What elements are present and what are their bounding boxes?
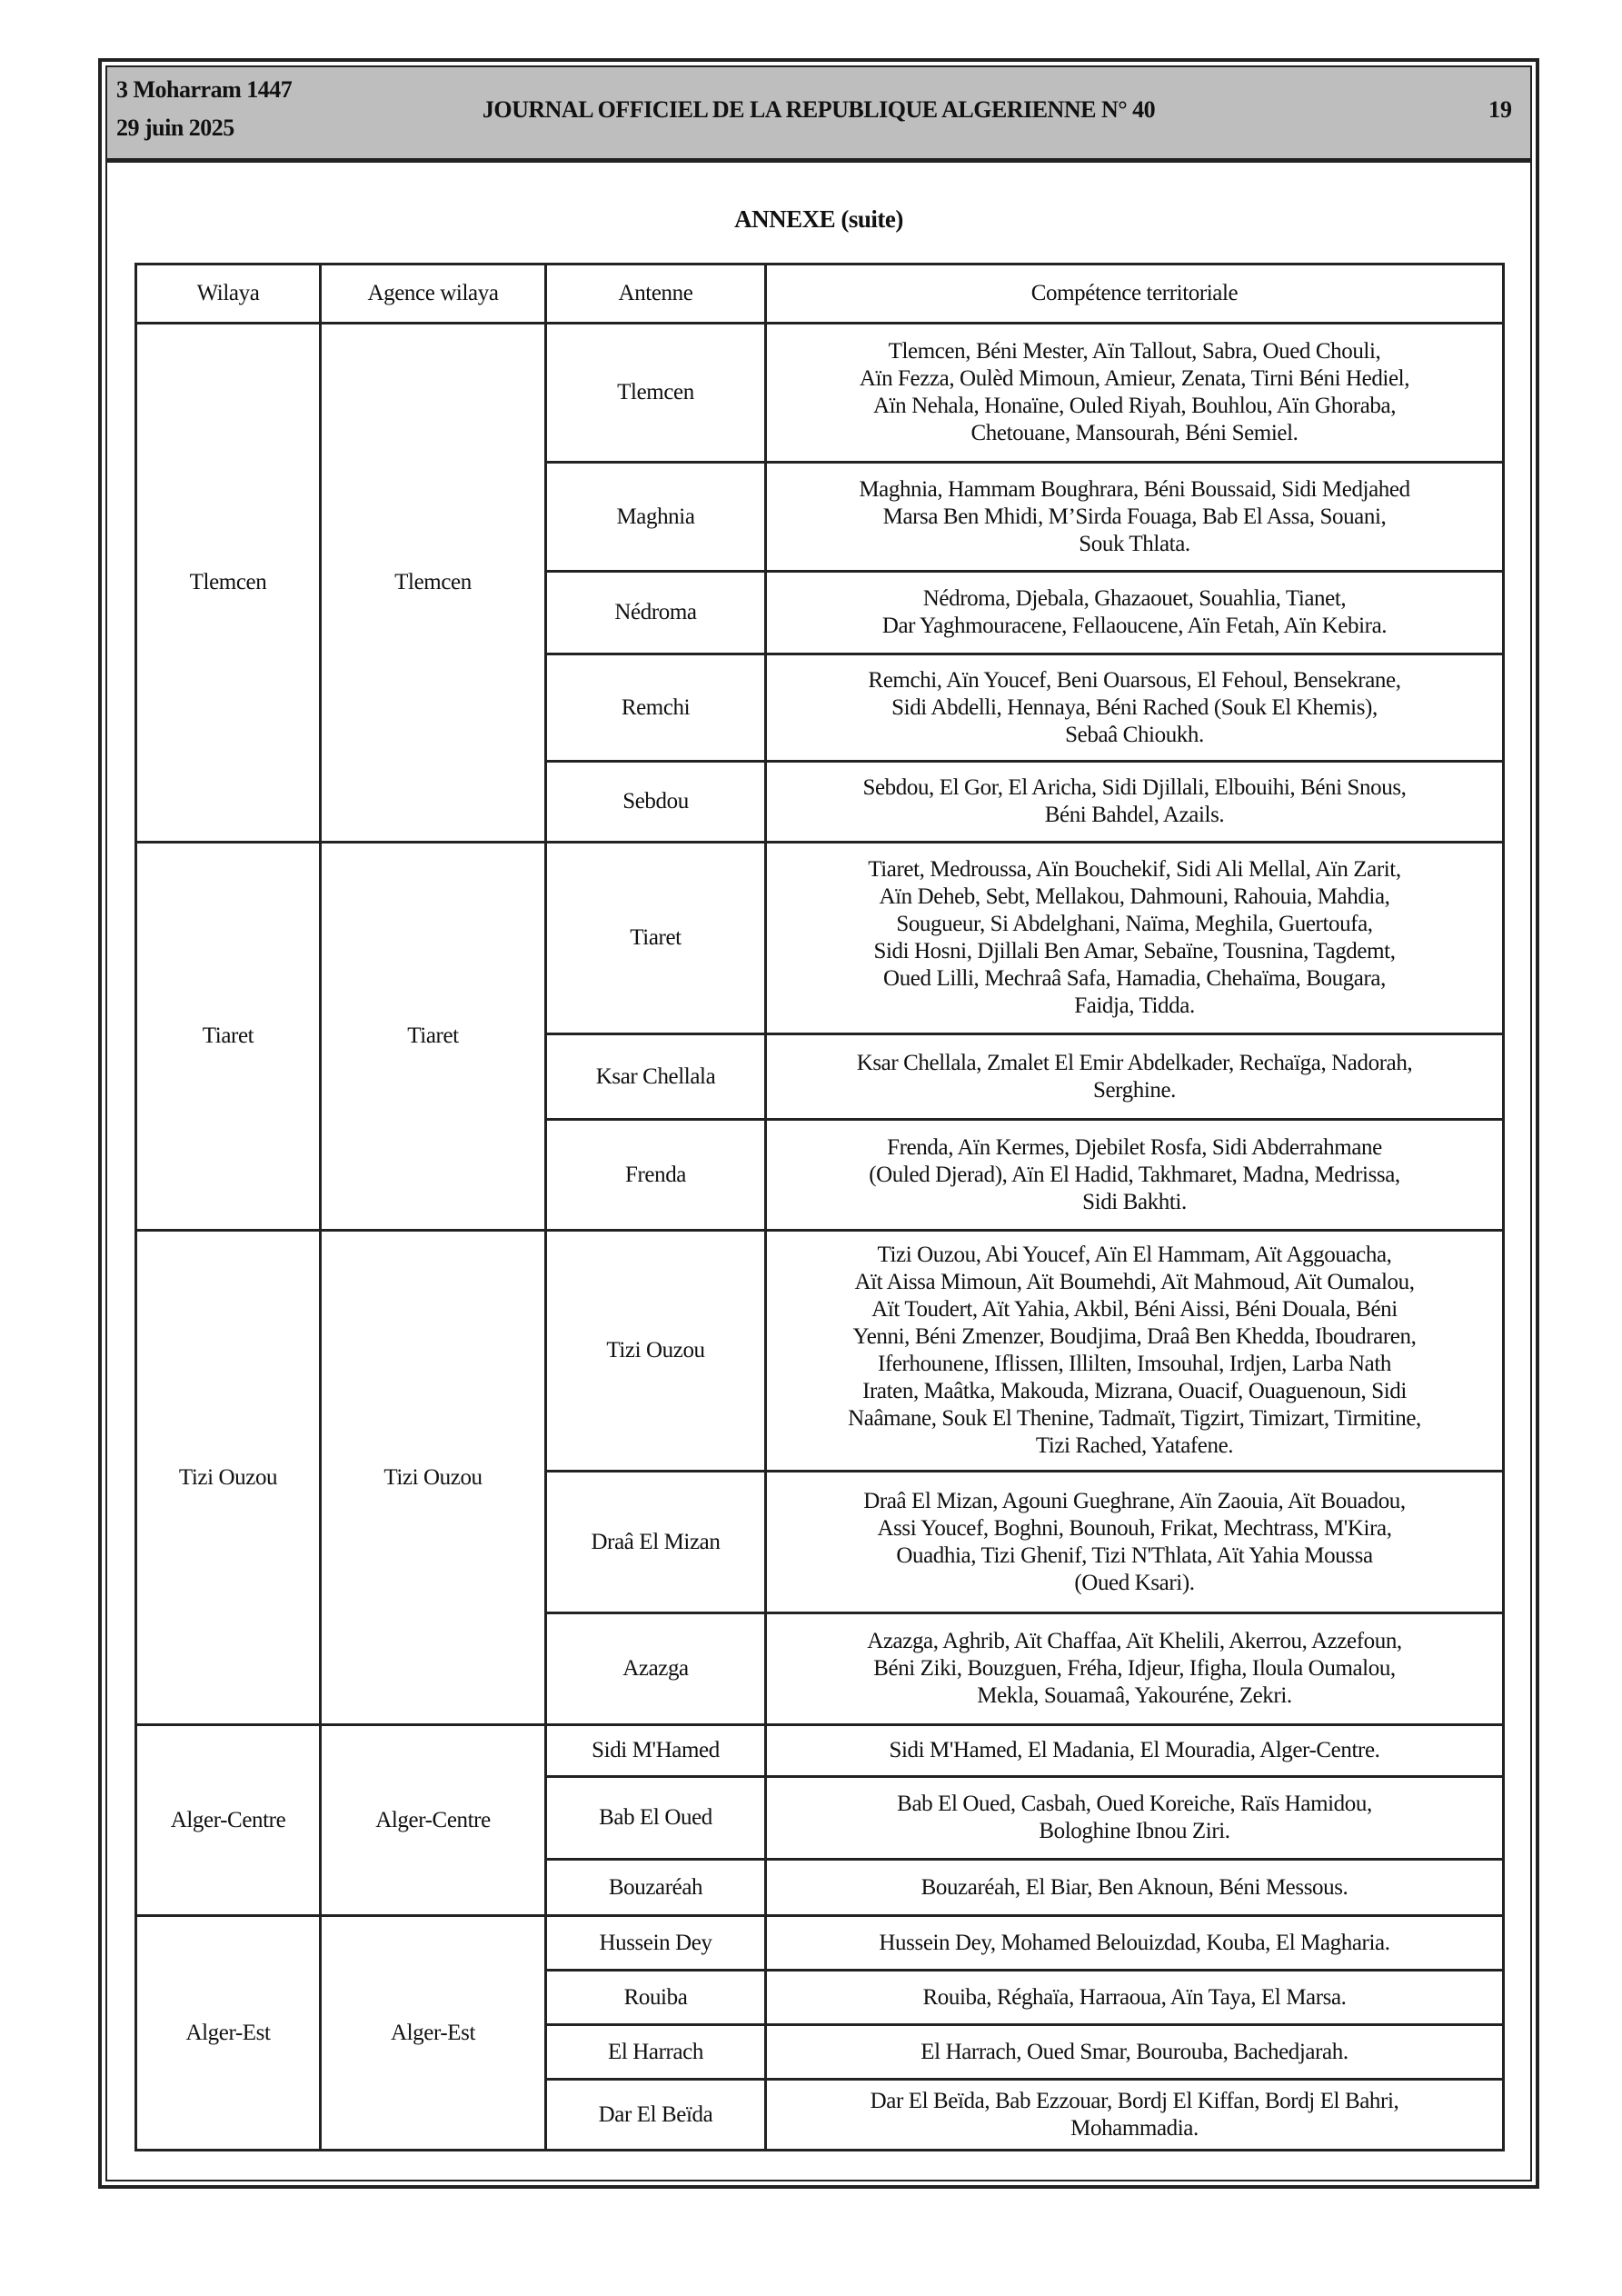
wilaya-cell: Alger-Centre	[136, 1725, 321, 1916]
antenne-cell: Nédroma	[546, 572, 766, 654]
wilaya-cell: Tlemcen	[136, 324, 321, 843]
antenne-cell: Bouzaréah	[546, 1860, 766, 1916]
journal-title: JOURNAL OFFICIEL DE LA REPUBLIQUE ALGERIENNE N° 40	[482, 96, 1156, 123]
agence-wilaya-cell: Tiaret	[321, 843, 546, 1231]
agence-wilaya-cell: Alger-Centre	[321, 1725, 546, 1916]
antenne-cell: Remchi	[546, 654, 766, 762]
page-frame	[98, 58, 1539, 2189]
competence-cell: Azazga, Aghrib, Aït Chaffaa, Aït Khelili, Akerrou, Azzefoun, Béni Ziki, Bouzguen, Fréha, Idjeur, Ifigha, Iloula Oumalou, Mekla, Souamaâ, Yakouréne, Zekri.	[766, 1613, 1504, 1725]
annex-title: ANNEXE (suite)	[734, 205, 903, 233]
gregorian-date: 29 juin 2025	[116, 115, 234, 141]
agence-wilaya-cell: Alger-Est	[321, 1916, 546, 2151]
table-header-row	[136, 265, 1504, 324]
table-row	[136, 324, 1504, 463]
hijri-date: 3 Moharram 1447	[116, 76, 293, 103]
antenne-cell: Sidi M'Hamed	[546, 1725, 766, 1777]
competence-cell: Hussein Dey, Mohamed Belouizdad, Kouba, El Magharia.	[766, 1916, 1504, 1971]
antenne-cell: Tizi Ouzou	[546, 1231, 766, 1472]
journal-header	[107, 67, 1530, 163]
agence-wilaya-cell: Tizi Ouzou	[321, 1231, 546, 1725]
table-row	[136, 1725, 1504, 1777]
antenne-cell: Bab El Oued	[546, 1777, 766, 1860]
competence-cell: Ksar Chellala, Zmalet El Emir Abdelkader, Rechaïga, Nadorah, Serghine.	[766, 1034, 1504, 1120]
antenne-cell: Rouiba	[546, 1971, 766, 2025]
column-header-wilaya: Wilaya	[136, 265, 321, 324]
competence-cell: Frenda, Aïn Kermes, Djebilet Rosfa, Sidi Abderrahmane (Ouled Djerad), Aïn El Hadid, Takhmaret, Madna, Medrissa, Sidi Bakhti.	[766, 1120, 1504, 1231]
antenne-cell: Maghnia	[546, 463, 766, 572]
antenne-cell: Sebdou	[546, 762, 766, 843]
wilaya-cell: Tizi Ouzou	[136, 1231, 321, 1725]
table-row	[136, 1231, 1504, 1472]
competence-cell: Nédroma, Djebala, Ghazaouet, Souahlia, Tianet, Dar Yaghmouracene, Fellaoucene, Aïn Fetah, Aïn Kebira.	[766, 572, 1504, 654]
antenne-cell: Tiaret	[546, 843, 766, 1034]
competence-cell: Tlemcen, Béni Mester, Aïn Tallout, Sabra, Oued Chouli, Aïn Fezza, Oulèd Mimoun, Amieur, Zenata, Tirni Béni Hediel, Aïn Nehala, Honaïne, Ouled Riyah, Bouhlou, Aïn Ghoraba, Chetouane, Mansourah, Béni Semiel.	[766, 324, 1504, 463]
wilaya-cell: Alger-Est	[136, 1916, 321, 2151]
antenne-cell: Draâ El Mizan	[546, 1472, 766, 1613]
column-header-agence: Agence wilaya	[321, 265, 546, 324]
competence-cell: Sebdou, El Gor, El Aricha, Sidi Djillali, Elbouihi, Béni Snous, Béni Bahdel, Azails.	[766, 762, 1504, 843]
wilaya-cell: Tiaret	[136, 843, 321, 1231]
antenne-cell: Tlemcen	[546, 324, 766, 463]
competence-cell: Draâ El Mizan, Agouni Gueghrane, Aïn Zaouia, Aït Bouadou, Assi Youcef, Boghni, Bounouh, Frikat, Mechtrass, M'Kira, Ouadhia, Tizi Ghenif, Tizi N'Thlata, Aït Yahia Moussa (Oued Ksari).	[766, 1472, 1504, 1613]
competence-cell: Maghnia, Hammam Boughrara, Béni Boussaid, Sidi Medjahed Marsa Ben Mhidi, M’Sirda Fouaga, Bab El Assa, Souani, Souk Thlata.	[766, 463, 1504, 572]
antenne-cell: Frenda	[546, 1120, 766, 1231]
antenne-cell: Hussein Dey	[546, 1916, 766, 1971]
column-header-antenne: Antenne	[546, 265, 766, 324]
antenne-cell: Dar El Beïda	[546, 2080, 766, 2151]
antenne-cell: Ksar Chellala	[546, 1034, 766, 1120]
competence-cell: Tiaret, Medroussa, Aïn Bouchekif, Sidi Ali Mellal, Aïn Zarit, Aïn Deheb, Sebt, Mellakou, Dahmouni, Rahouia, Mahdia, Sougueur, Si Abdelghani, Naïma, Meghila, Guertoufa, Sidi Hosni, Djillali Ben Amar, Sebaïne, Tousnina, Tagdemt, Oued Lilli, Mechraâ Safa, Hamadia, Chehaïma, Bougara, Faidja, Tidda.	[766, 843, 1504, 1034]
competence-cell: Remchi, Aïn Youcef, Beni Ouarsous, El Fehoul, Bensekrane, Sidi Abdelli, Hennaya, Béni Rached (Souk El Khemis), Sebaâ Chioukh.	[766, 654, 1504, 762]
table-row	[136, 1916, 1504, 1971]
antenne-cell: El Harrach	[546, 2025, 766, 2080]
competence-cell: Bouzaréah, El Biar, Ben Aknoun, Béni Messous.	[766, 1860, 1504, 1916]
competence-cell: Bab El Oued, Casbah, Oued Koreiche, Raïs Hamidou, Bologhine Ibnou Ziri.	[766, 1777, 1504, 1860]
table-row	[136, 843, 1504, 1034]
antenne-cell: Azazga	[546, 1613, 766, 1725]
table-body	[136, 324, 1504, 2151]
agence-wilaya-cell: Tlemcen	[321, 324, 546, 843]
competence-cell: Rouiba, Réghaïa, Harraoua, Aïn Taya, El Marsa.	[766, 1971, 1504, 2025]
annex-table	[134, 263, 1505, 2151]
column-header-competence: Compétence territoriale	[766, 265, 1504, 324]
competence-cell: El Harrach, Oued Smar, Bourouba, Bachedjarah.	[766, 2025, 1504, 2080]
page-inner-frame	[105, 65, 1532, 2181]
page-number: 19	[1488, 96, 1512, 123]
competence-cell: Sidi M'Hamed, El Madania, El Mouradia, Alger-Centre.	[766, 1725, 1504, 1777]
competence-cell: Dar El Beïda, Bab Ezzouar, Bordj El Kiffan, Bordj El Bahri, Mohammadia.	[766, 2080, 1504, 2151]
competence-cell: Tizi Ouzou, Abi Youcef, Aïn El Hammam, Aït Aggouacha, Aït Aissa Mimoun, Aït Boumehdi, Aït Mahmoud, Aït Oumalou, Aït Toudert, Aït Yahia, Akbil, Béni Aissi, Béni Douala, Béni Yenni, Béni Zmenzer, Boudjima, Draâ Ben Khedda, Iboudraren, Iferhounene, Iflissen, Illilten, Imsouhal, Irdjen, Larba Nath Iraten, Maâtka, Makouda, Mizrana, Ouacif, Ouaguenoun, Sidi Naâmane, Souk El Thenine, Tadmaït, Tigzirt, Timizart, Tirmitine, Tizi Rached, Yatafene.	[766, 1231, 1504, 1472]
